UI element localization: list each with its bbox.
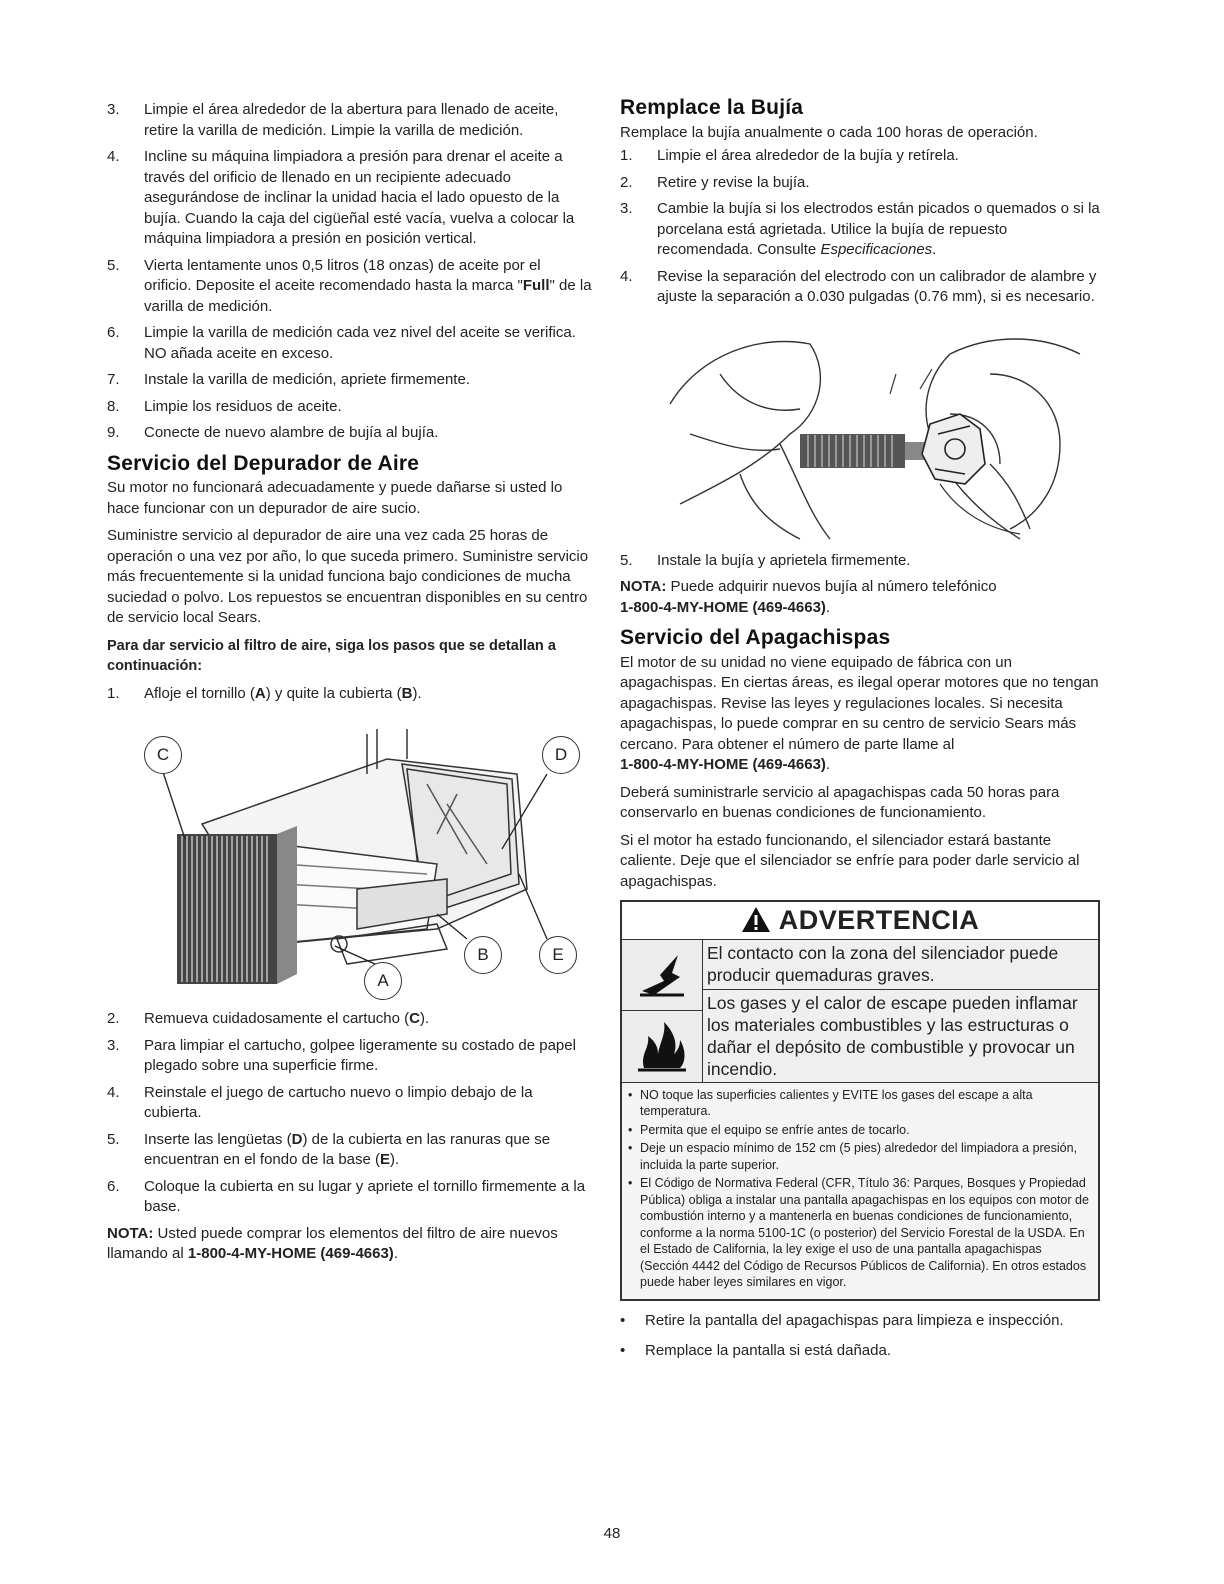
- callout-a: A: [364, 962, 402, 1000]
- spark-plug-steps: [620, 146, 1100, 308]
- spark-plug: [800, 434, 930, 468]
- air-cleaner-illustration: [107, 714, 592, 999]
- list-item: 2. Remueva cuidadosamente el cartucho (C).: [107, 1010, 430, 1027]
- gap-gauge: [922, 414, 985, 484]
- list-item: 3. Limpie el área alrededor de la abertura para llenado de aceite, retire la varilla de medición. Limpie la varilla de medición.: [107, 101, 559, 139]
- list-item: 3. Para limpiar el cartucho, golpee ligeramente su costado de papel plegado sobre una superficie firme.: [107, 1036, 576, 1074]
- right-column: [620, 98, 1100, 1362]
- paragraph: Si el motor ha estado funcionando, el silenciador estará bastante caliente. Deje que el silenciador se enfríe para poder darle servicio al apagachispas.: [620, 831, 1080, 890]
- bold-instruction: Para dar servicio al filtro de aire, siga los pasos que se detallan a continuación:: [107, 637, 556, 674]
- callout-d: D: [542, 736, 580, 774]
- spark-plug-heading: Remplace la Bujía: [620, 96, 804, 119]
- air-cleaner-heading: Servicio del Depurador de Aire: [107, 451, 420, 475]
- oil-change-steps: [107, 100, 592, 444]
- pleated-filter: [177, 826, 297, 984]
- fire-icon: [622, 1011, 702, 1082]
- callout-b: B: [464, 936, 502, 974]
- spark-plug-drawing: [660, 314, 1100, 549]
- note: NOTA: Usted puede comprar los elementos del filtro de aire nuevos llamando al 1-800-4-MY-HOME (469-4663).: [107, 1224, 558, 1262]
- list-item: • NO toque las superficies calientes y EVITE los gases del escape a alta temperatura.: [628, 1087, 1033, 1118]
- list-item: • Deje un espacio mínimo de 152 cm (5 pies) alrededor del limpiadora a presión, incluida la parte superior.: [628, 1141, 1078, 1172]
- page-number: 48: [603, 1525, 621, 1542]
- list-item: 4. Reinstale el juego de cartucho nuevo o limpio debajo de la cubierta.: [107, 1083, 533, 1121]
- paragraph: Deberá suministrarle servicio al apagachispas cada 50 horas para conservarlo en buenas condiciones de funcionamiento.: [620, 783, 1060, 821]
- callout-e: E: [539, 936, 577, 974]
- list-item: 6. Limpie la varilla de medición cada vez nivel del aceite se verifica. NO añada aceite en exceso.: [107, 324, 576, 362]
- spark-plug-gap-illustration: [660, 314, 1100, 549]
- list-item: 9. Conecte de nuevo alambre de bujía al bujía.: [107, 424, 439, 441]
- list-item: • El Código de Normativa Federal (CFR, Título 36: Parques, Bosques y Propiedad Pública) obliga a instalar una pantalla apagachispas en los equipos con motor de combustión interno y a mantenerla en buenas condiciones de funcionamiento, conforme a la norma 5100-1C (o posterior) del Servicio Forestal de la USDA. En el Estado de California, la ley exige el uso de una pantalla apagachispas (Sección 4442 del Código de Recursos Públicos de California). En otros estados puede haber leyes similares en vigor.: [628, 1176, 1089, 1289]
- callout-c: C: [144, 736, 182, 774]
- spark-arrester-steps: [620, 1311, 1100, 1362]
- hot-surface-icon: [622, 940, 702, 1012]
- list-item: 1. Afloje el tornillo (A) y quite la cubierta (B).: [107, 684, 422, 702]
- warning-header: ADVERTENCIA: [622, 902, 1098, 940]
- paragraph: Su motor no funcionará adecuadamente y puede dañarse si usted lo hace funcionar con un depurador de aire sucio.: [107, 479, 563, 517]
- hazard-burn-text: El contacto con la zona del silenciador puede producir quemaduras graves.: [703, 940, 1098, 990]
- list-item: 6. Coloque la cubierta en su lugar y apriete el tornillo firmemente a la base.: [107, 1177, 586, 1215]
- hazard-fire-text: Los gases y el calor de escape pueden inflamar los materiales combustibles y las estructuras o dañar el depósito de combustible y provocar un incendio.: [707, 992, 1078, 1079]
- left-column: [107, 100, 592, 1272]
- paragraph: El motor de su unidad no viene equipado de fábrica con un apagachispas. En ciertas áreas, es ilegal operar motores que no tengan apagachispas. Revise las leyes y regulaciones locales. Si necesita apagachispas, lo puede comprar en su centro de servicio Sears más cercano. Para obtener el número de parte llame al 1-800-4-MY-HOME (469-4663).: [620, 653, 1099, 773]
- list-item: 5. Vierta lentamente unos 0,5 litros (18 onzas) de aceite por el orificio. Deposite el aceite recomendado hasta la marca "Full" de la varilla de medición.: [107, 256, 592, 315]
- note: NOTA: Puede adquirir nuevos bujía al número telefónico 1-800-4-MY-HOME (469-4663).: [620, 578, 997, 616]
- warning-precautions: [622, 1083, 1098, 1299]
- warning-hazards: [622, 940, 1098, 1083]
- list-item: 5. Instale la bujía y aprietela firmemente.: [620, 551, 911, 569]
- warning-box: [620, 900, 1100, 1301]
- air-cleaner-steps: [107, 1009, 592, 1218]
- list-item: • Permita que el equipo se enfríe antes de tocarlo.: [628, 1122, 910, 1137]
- list-item: 2. Retire y revise la bujía.: [620, 173, 810, 191]
- list-item: 4. Incline su máquina limpiadora a presión para drenar el aceite a través del orificio de llenado en un recipiente adecuado asegurándose de inclinar la unidad hacia el lado opuesto de la bujía. Cuando la caja del cigüeñal esté vacía, vuelva a colocar la máquina limpiadora a presión en posición vertical.: [107, 148, 575, 247]
- list-item: • Remplace la pantalla si está dañada.: [620, 1342, 891, 1359]
- warning-triangle-icon: [741, 906, 771, 935]
- list-item: 8. Limpie los residuos de aceite.: [107, 397, 342, 415]
- spark-arrester-heading: Servicio del Apagachispas: [620, 626, 891, 649]
- paragraph: Suministre servicio al depurador de aire una vez cada 25 horas de operación o una vez por año, lo que suceda primero. Suministre servicio más frecuentemente si la unidad funciona bajo condiciones de mucha suciedad o polvo. Los repuestos se encuentran disponibles en su centro de servicio local Sears.: [107, 527, 589, 626]
- paragraph: Remplace la bujía anualmente o cada 100 horas de operación.: [620, 123, 1038, 141]
- list-item: 7. Instale la varilla de medición, apriete firmemente.: [107, 371, 470, 388]
- list-item: 4. Revise la separación del electrodo con un calibrador de alambre y ajuste la separación a 0.030 pulgadas (0.76 mm), si es necesario.: [620, 267, 1097, 305]
- list-item: 5. Inserte las lengüetas (D) de la cubierta en las ranuras que se encuentran en el fondo de la base (E).: [107, 1130, 551, 1168]
- list-item: • Retire la pantalla del apagachispas para limpieza e inspección.: [620, 1311, 1064, 1329]
- list-item: 1. Limpie el área alrededor de la bujía y retírela.: [620, 147, 959, 164]
- list-item: 3. Cambie la bujía si los electrodos están picados o quemados o si la porcelana está agrietada. Utilice la bujía de repuesto recomendada. Consulte Especificaciones.: [620, 200, 1100, 258]
